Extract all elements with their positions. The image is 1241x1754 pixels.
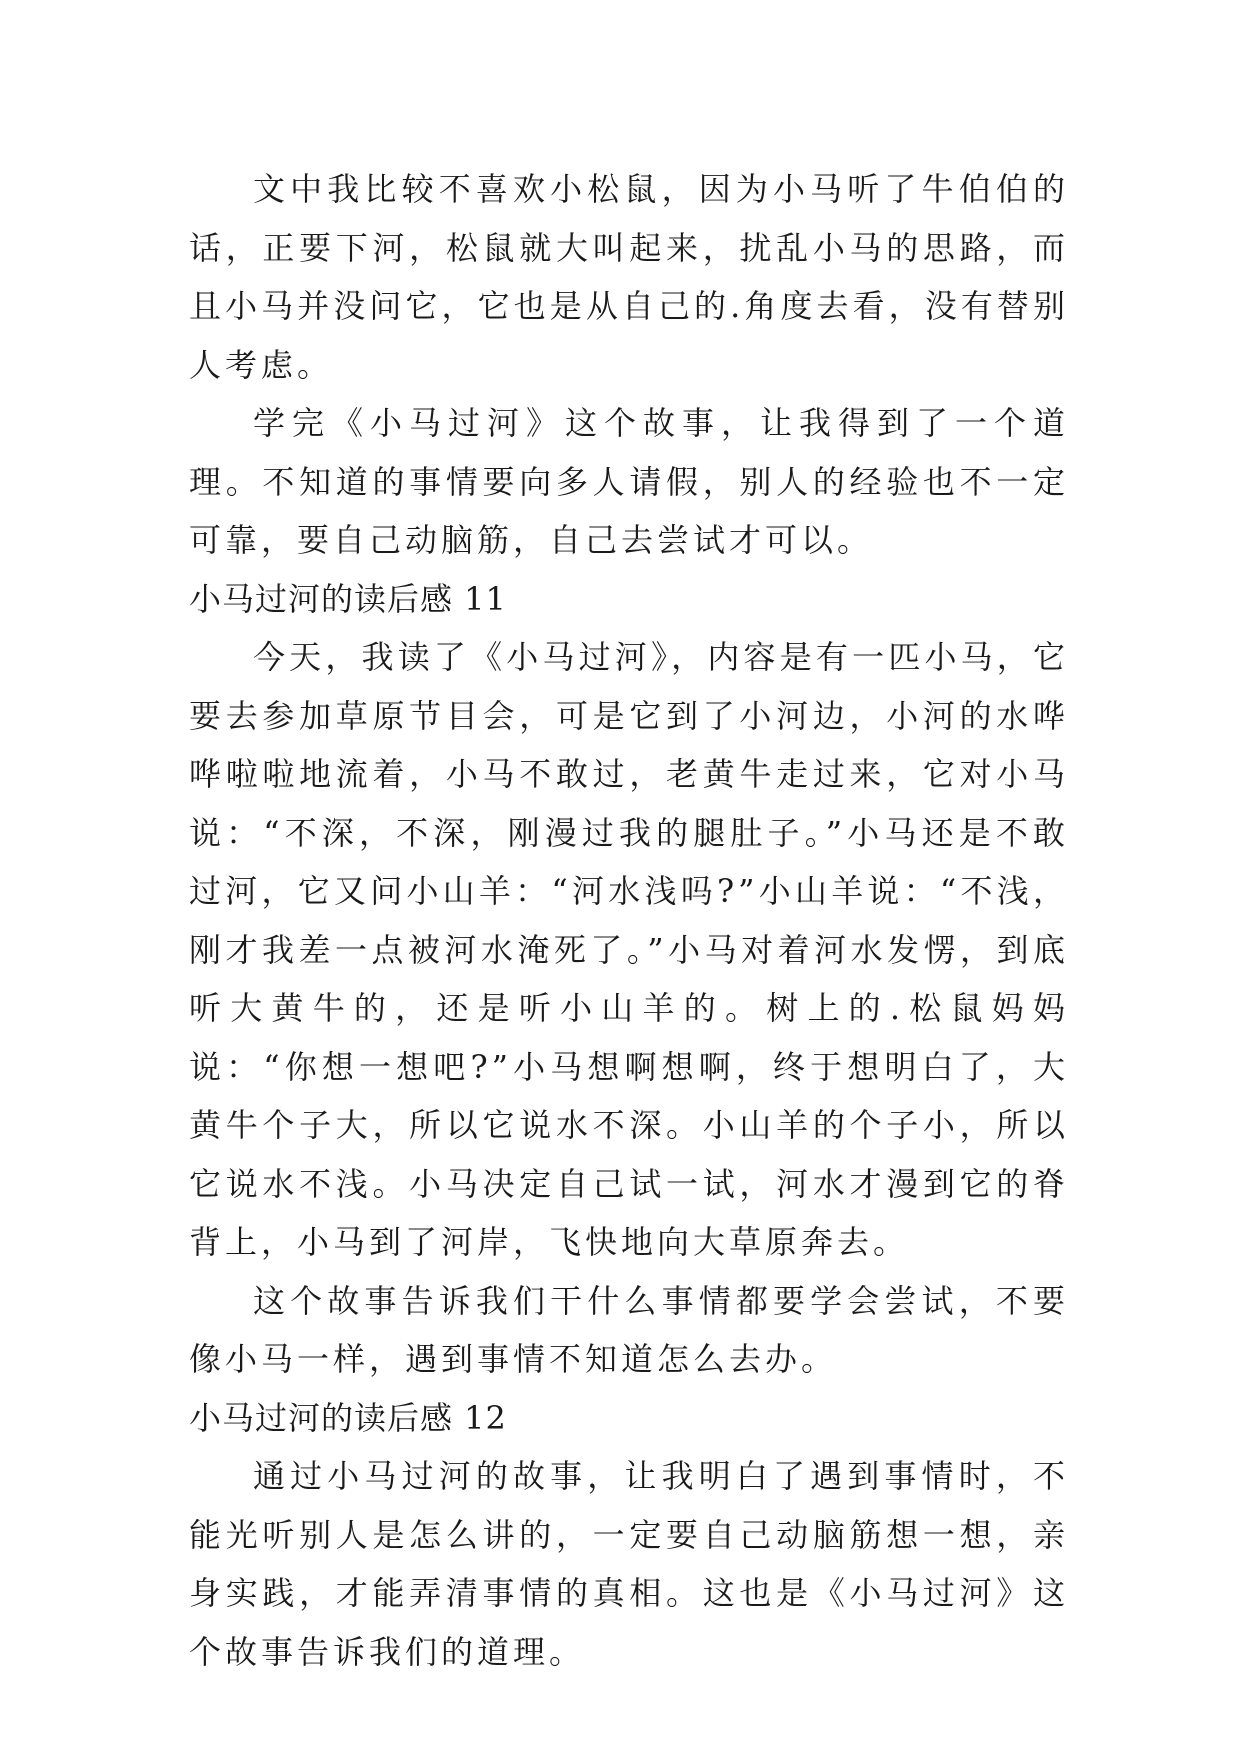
paragraph-conclusion: 通过小马过河的故事，让我明白了遇到事情时，不能光听别人是怎么讲的，一定要自己动脑筋想一想，亲身实践，才能弄清事情的真相。这也是《小马过河》这个故事告诉我们的道理。 [189, 1457, 1069, 1671]
paragraph-story-summary: 今天，我读了《小马过河》，内容是有一匹小马，它要去参加草原节目会，可是它到了小河边，小河的水哗哗啦啦地流着，小马不敢过，老黄牛走过来，它对小马说：“不深，不深，刚漫过我的腿肚子。”小马还是不敢过河，它又问小山羊：“河水浅吗?”小山羊说：“不浅，刚才我差一点被河水淹死了。”小马对着河水发愣，到底听大黄牛的，还是听小山羊的。树上的.松鼠妈妈说：“你想一想吧?”小马想啊想啊，终于想明白了，大黄牛个子大，所以它说水不深。小山羊的个子小，所以它说水不浅。小马决定自己试一试，河水才漫到它的脊背上，小马到了河岸，飞快地向大草原奔去。 [189, 638, 1069, 1261]
section-heading-11: 小马过河的读后感 11 [189, 579, 507, 618]
paragraph-dislike-squirrel: 文中我比较不喜欢小松鼠，因为小马听了牛伯伯的话，正要下河，松鼠就大叫起来，扰乱小马的思路，而且小马并没问它，它也是从自己的.角度去看，没有替别人考虑。 [189, 170, 1069, 384]
paragraph-story-moral: 这个故事告诉我们干什么事情都要学会尝试，不要像小马一样，遇到事情不知道怎么去办。 [189, 1281, 1069, 1378]
document-page [189, 160, 1069, 1681]
section-heading-12: 小马过河的读后感 12 [189, 1398, 507, 1437]
paragraph-lesson-learned: 学完《小马过河》这个故事，让我得到了一个道理。不知道的事情要向多人请假，别人的经验也不一定可靠，要自己动脑筋，自己去尝试才可以。 [189, 404, 1069, 559]
